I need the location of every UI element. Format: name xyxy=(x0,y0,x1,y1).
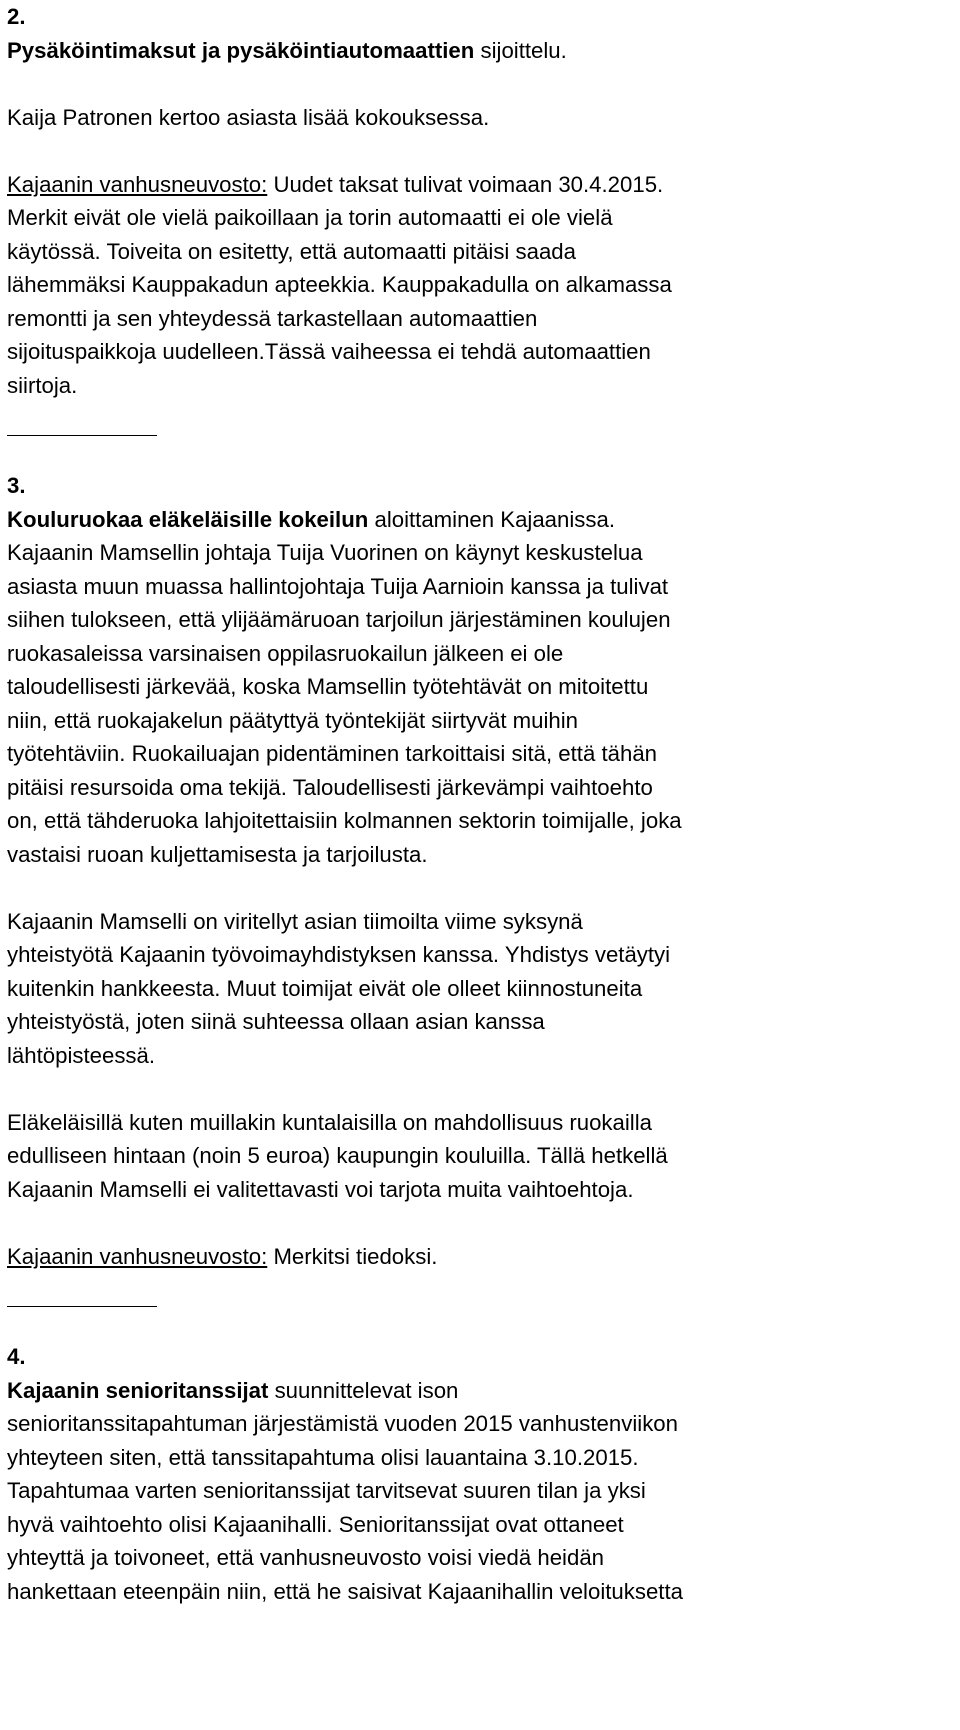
section-3-p1-line: asiasta muun muassa hallintojohtaja Tuija Aarnioin kanssa ja tulivat xyxy=(7,573,669,599)
section-3-p3-line: edulliseen hintaan (noin 5 euroa) kaupungin kouluilla. Tällä hetkellä xyxy=(7,1143,668,1168)
section-3-decision-text: Merkitsi tiedoksi. xyxy=(267,1243,438,1269)
section-2-org-label: Kajaanin vanhusneuvosto: xyxy=(7,171,268,197)
section-2-title xyxy=(7,34,955,68)
document-page xyxy=(7,0,955,1608)
section-3-p1-line: ruokasaleissa varsinaisen oppilasruokailun jälkeen ei ole xyxy=(7,640,564,666)
section-4-title-bold: Kajaanin senioritanssijat xyxy=(7,1377,269,1403)
blank-line xyxy=(7,1072,955,1106)
section-4-line: Tapahtumaa varten senioritanssijat tarvitsevat suuren tilan ja yksi xyxy=(7,1478,646,1503)
section-4-line: hyvä vaihtoehto olisi Kajaanihalli. Senioritanssijat ovat ottaneet xyxy=(7,1511,624,1537)
section-3-p3-line: Eläkeläisillä kuten muillakin kuntalaisilla on mahdollisuus ruokailla xyxy=(7,1109,652,1135)
section-3-p2-line: kuitenkin hankkeesta. Muut toimijat eivät ole olleet kiinnostuneita xyxy=(7,975,643,1001)
separator xyxy=(7,402,955,436)
section-4-line: yhteyteen siten, että tanssitapahtuma olisi lauantaina 3.10.2015. xyxy=(7,1444,639,1470)
separator-rule xyxy=(7,1306,157,1307)
section-2-title-rest: sijoittelu. xyxy=(474,37,567,63)
section-2-statement-start: Uudet taksat tulivat voimaan 30.4.2015. xyxy=(267,171,664,197)
section-4-title-rest: suunnittelevat ison xyxy=(268,1377,459,1403)
section-3-p2-line: Kajaanin Mamselli on viritellyt asian tiimoilta viime syksynä xyxy=(7,908,583,934)
section-3-p1-line: siihen tulokseen, että ylijäämäruoan tarjoilun järjestäminen koulujen xyxy=(7,607,671,632)
section-3-p2-line: yhteistyötä Kajaanin työvoimayhdistyksen kanssa. Yhdistys vetäytyi xyxy=(7,942,671,967)
section-2-statement-line: Merkit eivät ole vielä paikoillaan ja torin automaatti ei ole vielä xyxy=(7,205,613,230)
section-3-p1-line: niin, että ruokajakelun päätyttyä työntekijät siirtyvät muihin xyxy=(7,707,579,733)
section-2-statement-line: siirtoja. xyxy=(7,372,78,398)
section-2-statement-line: remontti ja sen yhteydessä tarkastellaan automaattien xyxy=(7,305,538,331)
section-3-p3-line: Kajaanin Mamselli ei valitettavasti voi tarjota muita vaihtoehtoja. xyxy=(7,1176,634,1202)
section-3-org-label: Kajaanin vanhusneuvosto: xyxy=(7,1243,268,1269)
section-3-p1-line: vastaisi ruoan kuljettamisesta ja tarjoilusta. xyxy=(7,841,428,867)
section-3-p1-line: on, että tähderuoka lahjoitettaisiin kolmannen sektorin toimijalle, joka xyxy=(7,808,682,833)
section-4-title xyxy=(7,1374,955,1408)
section-3-p1-line: pitäisi resursoida oma tekijä. Taloudellisesti järkevämpi vaihtoehto xyxy=(7,774,653,800)
section-3-p2-line: lähtöpisteessä. xyxy=(7,1042,156,1068)
section-3-number: 3. xyxy=(7,473,26,498)
section-2-title-bold: Pysäköintimaksut ja pysäköintiautomaattien xyxy=(7,37,475,63)
section-2-number: 2. xyxy=(7,4,26,29)
section-4-number: 4. xyxy=(7,1344,26,1369)
section-2-statement-line: sijoituspaikkoja uudelleen.Tässä vaiheessa ei tehdä automaattien xyxy=(7,339,651,364)
blank-line xyxy=(7,871,955,905)
section-2-statement-line: käytössä. Toiveita on esitetty, että automaatti pitäisi saada xyxy=(7,238,576,264)
separator xyxy=(7,1273,955,1307)
blank-line xyxy=(7,134,955,168)
blank-line xyxy=(7,1307,955,1341)
section-3-decision xyxy=(7,1240,955,1274)
section-3-title-rest: aloittaminen Kajaanissa. xyxy=(368,506,615,532)
section-3-title-bold: Kouluruokaa eläkeläisille kokeilun xyxy=(7,506,369,532)
section-2-intro: Kaija Patronen kertoo asiasta lisää kokouksessa. xyxy=(7,104,490,130)
separator-rule xyxy=(7,435,157,436)
blank-line xyxy=(7,436,955,470)
section-3-p2-line: yhteistyöstä, joten siinä suhteessa ollaan asian kanssa xyxy=(7,1009,545,1034)
blank-line xyxy=(7,67,955,101)
section-3-p1-line: taloudellisesti järkevää, koska Mamsellin työtehtävät on mitoitettu xyxy=(7,674,649,699)
section-4-line: senioritanssitapahtuman järjestämistä vuoden 2015 vanhustenviikon xyxy=(7,1411,678,1436)
section-3-p1-line: työtehtäviin. Ruokailuajan pidentäminen tarkoittaisi sitä, että tähän xyxy=(7,741,657,766)
section-3-title xyxy=(7,503,955,537)
section-2-statement-line: lähemmäksi Kauppakadun apteekkia. Kauppakadulla on alkamassa xyxy=(7,272,672,297)
blank-line xyxy=(7,1206,955,1240)
section-3-p1-line: Kajaanin Mamsellin johtaja Tuija Vuorinen on käynyt keskustelua xyxy=(7,540,643,565)
section-4-line: hankettaan eteenpäin niin, että he saisivat Kajaanihallin veloituksetta xyxy=(7,1578,683,1604)
section-4-line: yhteyttä ja toivoneet, että vanhusneuvosto voisi viedä heidän xyxy=(7,1545,604,1570)
section-2-statement-line xyxy=(7,168,955,202)
